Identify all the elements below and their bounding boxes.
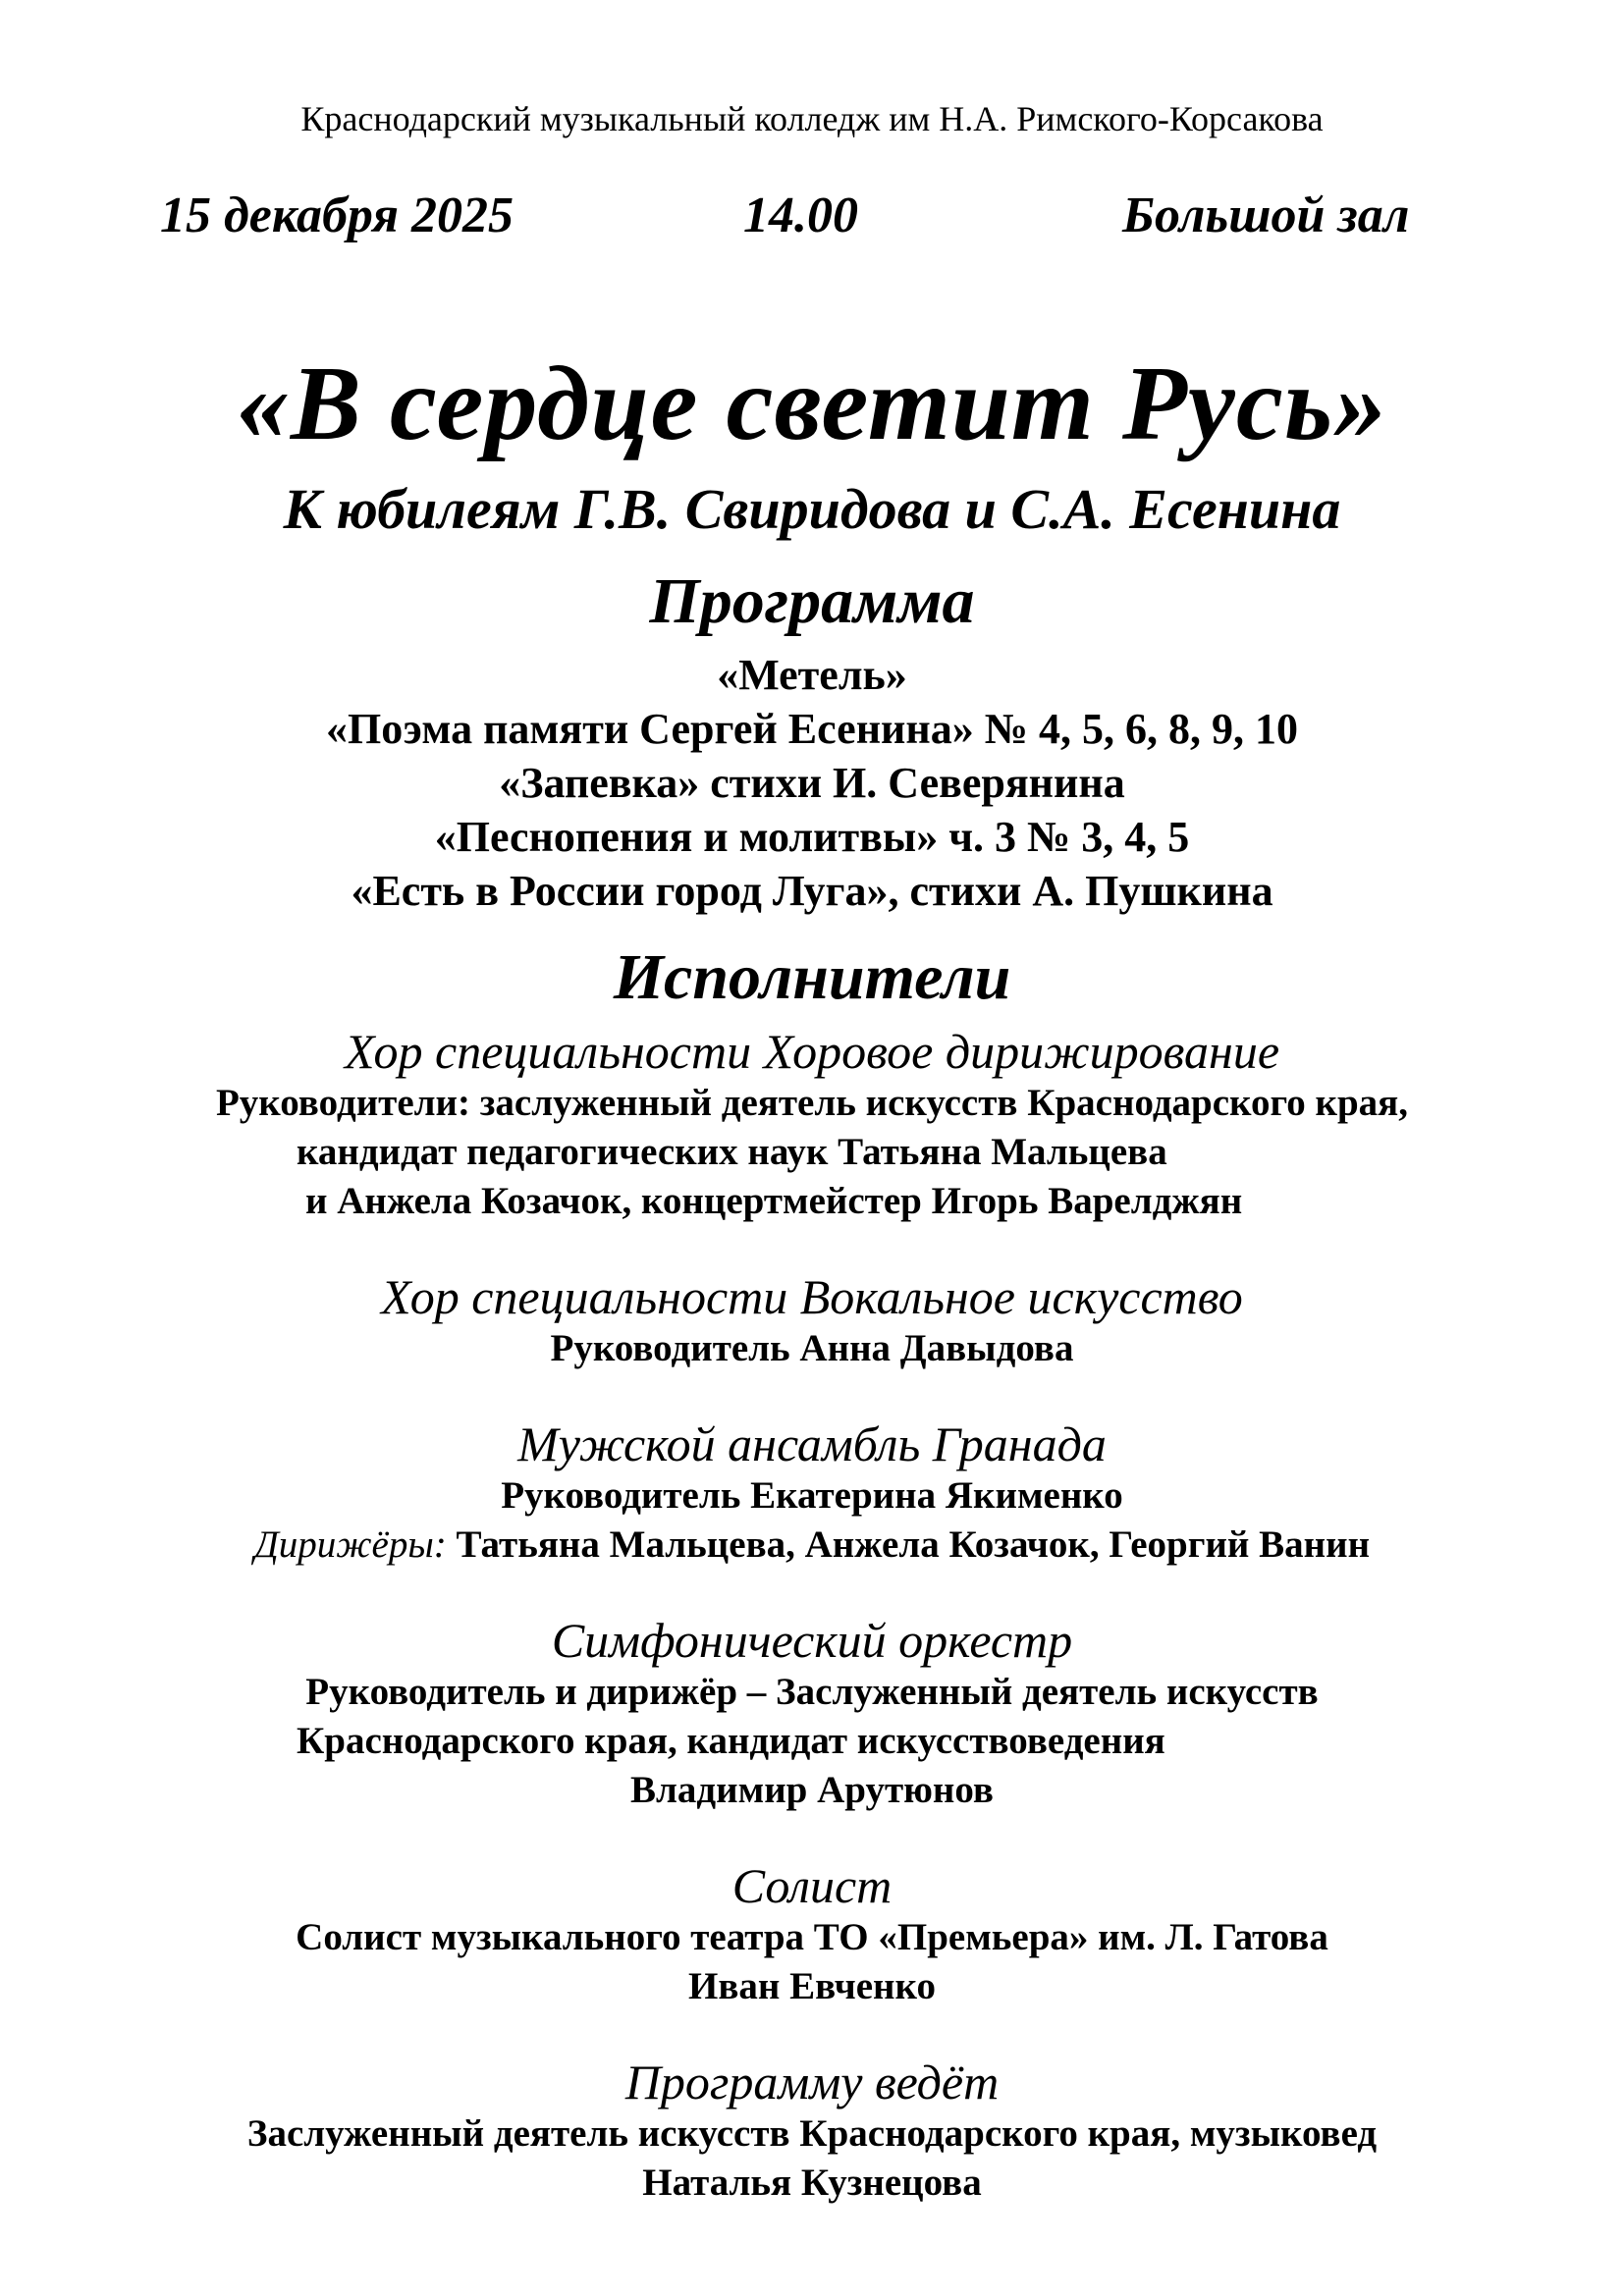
group-line: Руководитель Екатерина Якименко — [501, 1474, 1123, 1517]
group-title: Хор специальности Хоровое дирижирование — [344, 1024, 1280, 1079]
program-item: «Песнопения и молитвы» ч. 3 № 3, 4, 5 — [434, 813, 1190, 861]
concert-subtitle: К юбилеям Г.В. Свиридова и С.А. Есенина — [283, 477, 1341, 541]
program-item: «Запевка» стихи И. Северянина — [499, 759, 1125, 807]
program-item: «Есть в России город Луга», стихи А. Пушкина — [351, 867, 1273, 915]
conductors-names: Татьяна Мальцева, Анжела Козачок, Георгий Ванин — [456, 1523, 1371, 1566]
group-line: Руководитель Анна Давыдова — [550, 1327, 1074, 1369]
performers-heading: Исполнители — [613, 941, 1011, 1013]
group-title: Программу ведёт — [624, 2055, 1000, 2109]
group-title: Солист — [731, 1858, 893, 1913]
performer-group-choir-vocal — [0, 1269, 1624, 1373]
event-hall: Большой зал — [1122, 187, 1410, 243]
group-line: Наталья Кузнецова — [642, 2162, 982, 2204]
program-item: «Поэма памяти Сергей Есенина» № 4, 5, 6, 8, 9, 10 — [326, 705, 1298, 753]
performer-group-choir-conducting — [0, 1024, 1624, 1226]
group-line: Краснодарского края, кандидат искусствоведения — [297, 1720, 1165, 1762]
group-line: Иван Евченко — [688, 1965, 936, 2007]
program-item: «Метель» — [717, 651, 907, 699]
conductors-label: Дирижёры: — [253, 1523, 447, 1566]
group-line: Руководитель и дирижёр – Заслуженный деятель искусств — [305, 1671, 1319, 1713]
concert-title: «В сердце светит Русь» — [236, 346, 1388, 462]
group-title: Хор специальности Вокальное искусство — [381, 1269, 1243, 1324]
institution-header: Краснодарский музыкальный колледж им Н.А. Римского-Корсакова — [300, 99, 1324, 138]
group-title: Мужской ансамбль Гранада — [517, 1416, 1107, 1471]
group-title: Симфонический оркестр — [551, 1613, 1073, 1668]
event-date: 15 декабря 2025 — [160, 187, 514, 243]
performer-group-orchestra — [0, 1613, 1624, 1815]
performer-group-host — [0, 2055, 1624, 2208]
group-line: Руководители: заслуженный деятель искусств Краснодарского края, — [215, 1082, 1409, 1124]
performer-group-soloist — [0, 1858, 1624, 2011]
group-line: кандидат педагогических наук Татьяна Мальцева — [297, 1131, 1167, 1173]
group-line: Владимир Арутюнов — [630, 1769, 994, 1811]
group-line: Заслуженный деятель искусств Краснодарского края, музыковед — [246, 2112, 1378, 2155]
group-line: и Анжела Козачок, концертмейстер Игорь Варелджян — [305, 1180, 1243, 1222]
event-time: 14.00 — [743, 187, 858, 243]
program-list — [0, 648, 1624, 918]
conductors-line — [0, 1521, 1624, 1570]
group-line: Солист музыкального театра ТО «Премьера» им. Л. Гатова — [296, 1916, 1328, 1958]
program-heading: Программа — [649, 565, 975, 637]
performer-group-male-ensemble — [0, 1416, 1624, 1570]
